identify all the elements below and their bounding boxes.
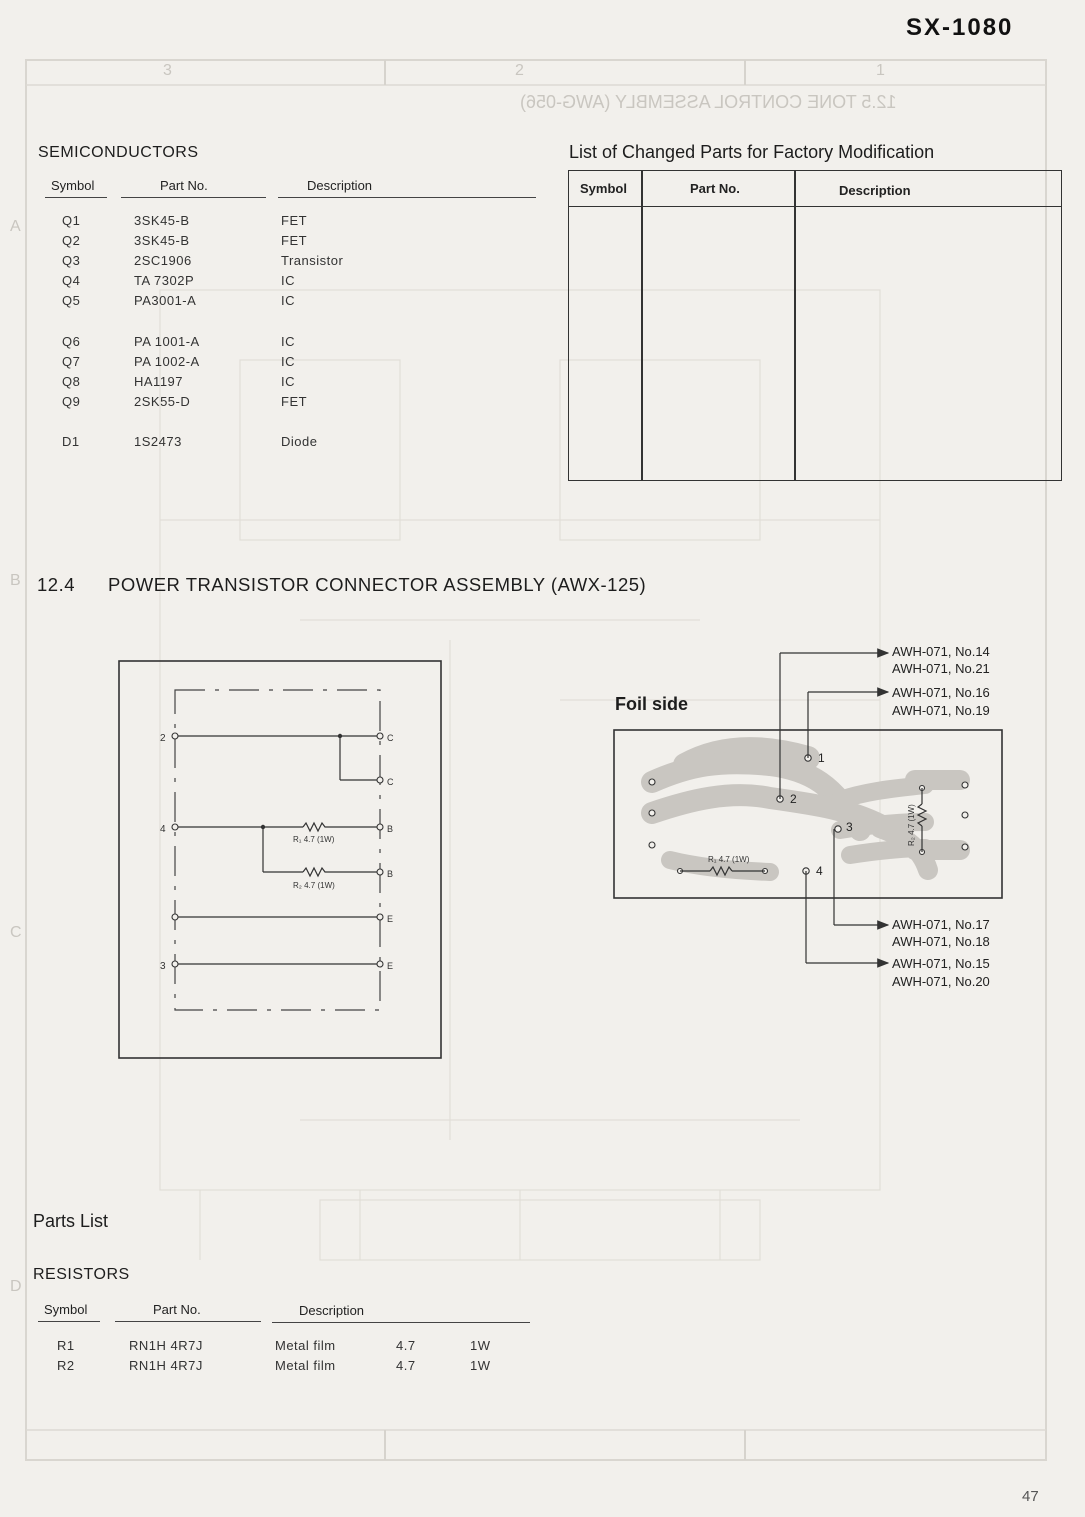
foil-connection-label: AWH-071, No.21 (892, 661, 990, 676)
semi-row-part: HA1197 (134, 374, 184, 389)
semi-row-symbol: D1 (62, 434, 80, 449)
semi-row-symbol: Q9 (62, 394, 81, 409)
schematic-pin-label: C (387, 777, 394, 787)
resistor-row-symbol: R2 (57, 1358, 75, 1373)
schematic-pin-label: 2 (160, 733, 166, 744)
resistors-col-part-no: Part No. (153, 1302, 201, 1317)
schematic-pin-label: 3 (160, 961, 166, 972)
section-title: POWER TRANSISTOR CONNECTOR ASSEMBLY (AWX-125) (108, 574, 647, 595)
foil-connection-label: AWH-071, No.17 (892, 917, 990, 932)
semi-row-symbol: Q3 (62, 253, 81, 268)
semi-row-desc: IC (281, 273, 295, 288)
semiconductors-underline-desc (278, 197, 536, 198)
resistor-row-value: 4.7 (396, 1338, 416, 1353)
semi-row-part: 2SC1906 (134, 253, 192, 268)
ghost-grid-row-b: B (10, 572, 21, 589)
foil-connection-label: AWH-071, No.20 (892, 974, 990, 989)
changed-parts-col-divider (794, 171, 796, 480)
schematic-pin-label: B (387, 824, 394, 834)
semi-row-part: PA 1002-A (134, 354, 200, 369)
resistors-underline-symbol (38, 1321, 100, 1322)
semi-row-desc: IC (281, 293, 295, 308)
resistor-row-desc: Metal film (275, 1338, 336, 1353)
semi-row-desc: IC (281, 374, 295, 389)
resistor-row-part: RN1H 4R7J (129, 1338, 203, 1353)
section-number: 12.4 (37, 574, 76, 595)
resistors-col-symbol: Symbol (44, 1302, 88, 1317)
changed-parts-col-divider (641, 171, 643, 480)
semi-row-symbol: Q8 (62, 374, 81, 389)
changed-parts-col-symbol: Symbol (580, 181, 627, 196)
ghost-grid-col-1: 1 (876, 62, 885, 79)
ghost-grid-row-d: D (10, 1278, 22, 1295)
semi-row-desc: Transistor (281, 253, 344, 268)
semi-row-symbol: Q4 (62, 273, 81, 288)
semi-row-part: PA 1001-A (134, 334, 200, 349)
foil-point-label: 2 (790, 792, 797, 806)
resistors-underline-part (115, 1321, 261, 1322)
resistor-row-power: 1W (470, 1338, 491, 1353)
foil-connection-label: AWH-071, No.16 (892, 685, 990, 700)
foil-connection-label: AWH-071, No.18 (892, 934, 990, 949)
changed-parts-col-description: Description (839, 183, 911, 198)
resistor-row-power: 1W (470, 1358, 491, 1373)
semiconductors-col-symbol: Symbol (51, 178, 95, 193)
foil-point-label: 4 (816, 864, 823, 878)
ghost-grid-col-2: 2 (515, 62, 524, 79)
ghost-title: 12.5 TONE CONTROL ASSEMBLY (AWG-056) (520, 92, 897, 112)
page-number: 47 (1022, 1488, 1039, 1505)
foil-side-label: Foil side (615, 694, 689, 714)
semi-row-desc: Diode (281, 434, 318, 449)
schematic-pin-label: E (387, 961, 394, 971)
ghost-grid-row-a: A (10, 218, 21, 235)
resistor-row-desc: Metal film (275, 1358, 336, 1373)
semi-row-desc: FET (281, 233, 308, 248)
semi-row-desc: FET (281, 394, 308, 409)
semi-row-part: TA 7302P (134, 273, 195, 288)
schematic-pin-label: E (387, 914, 394, 924)
foil-r2-label: R₂ 4.7 (1W) (907, 804, 916, 846)
schematic-r1-label: R₁ 4.7 (1W) (293, 835, 335, 844)
ghost-grid-col-3: 3 (163, 62, 172, 79)
foil-connection-label: AWH-071, No.19 (892, 703, 990, 718)
schematic-r2-label: R₂ 4.7 (1W) (293, 881, 335, 890)
resistor-row-part: RN1H 4R7J (129, 1358, 203, 1373)
resistors-title: RESISTORS (33, 1266, 130, 1283)
foil-side-diagram (610, 640, 1080, 1000)
semi-row-symbol: Q6 (62, 334, 81, 349)
resistor-row-symbol: R1 (57, 1338, 75, 1353)
model-title: SX-1080 (906, 14, 1014, 41)
schematic-diagram (118, 660, 443, 1060)
semi-row-part: 3SK45-B (134, 233, 190, 248)
foil-point-label: 1 (818, 751, 825, 765)
semi-row-part: PA3001-A (134, 293, 197, 308)
semi-row-symbol: Q2 (62, 233, 81, 248)
changed-parts-table (568, 170, 1062, 481)
changed-parts-col-part-no: Part No. (690, 181, 740, 196)
changed-parts-title: List of Changed Parts for Factory Modification (569, 142, 935, 162)
resistors-col-description: Description (299, 1303, 365, 1318)
ghost-grid-row-c: C (10, 924, 22, 941)
semiconductors-col-part-no: Part No. (160, 178, 208, 193)
foil-r1-label: R₁ 4.7 (1W) (708, 855, 750, 864)
semi-row-symbol: Q1 (62, 213, 81, 228)
resistors-underline-desc (272, 1322, 530, 1323)
semi-row-symbol: Q7 (62, 354, 81, 369)
foil-connection-label: AWH-071, No.15 (892, 956, 990, 971)
semi-row-desc: FET (281, 213, 308, 228)
semi-row-part: 2SK55-D (134, 394, 191, 409)
changed-parts-header-row (569, 171, 1061, 207)
semiconductors-title: SEMICONDUCTORS (38, 144, 199, 161)
parts-list-title: Parts List (33, 1211, 109, 1231)
schematic-pin-label: C (387, 733, 394, 743)
semi-row-desc: IC (281, 354, 295, 369)
semi-row-desc: IC (281, 334, 295, 349)
resistor-row-value: 4.7 (396, 1358, 416, 1373)
semi-row-symbol: Q5 (62, 293, 81, 308)
foil-connection-label: AWH-071, No.14 (892, 644, 990, 659)
semi-row-part: 3SK45-B (134, 213, 190, 228)
schematic-pin-label: 4 (160, 824, 166, 835)
foil-point-label: 3 (846, 820, 853, 834)
semiconductors-underline-part (121, 197, 266, 198)
schematic-pin-label: B (387, 869, 394, 879)
semiconductors-underline-symbol (45, 197, 107, 198)
semi-row-part: 1S2473 (134, 434, 182, 449)
semiconductors-col-description: Description (307, 178, 373, 193)
